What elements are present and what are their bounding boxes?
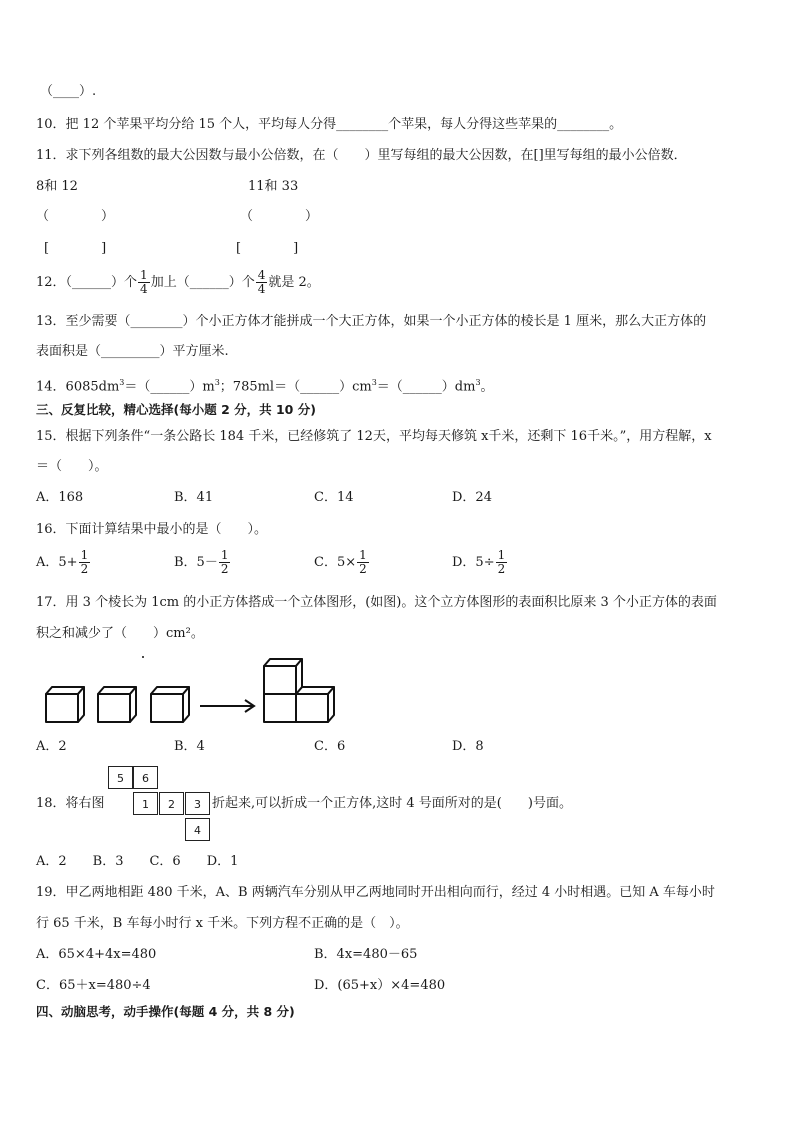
question-18-part-b: 折起来,可以折成一个正方体,这时 4 号面所对的是( )号面。 bbox=[212, 796, 572, 811]
q17-option-d: D．8 bbox=[452, 739, 484, 754]
lcm-blank-b: [ ] bbox=[236, 241, 299, 256]
question-10: 10．把 12 个苹果平均分给 15 个人，平均每人分得________个苹果，每人分得这些苹果的________。 bbox=[36, 117, 623, 132]
question-11: 11．求下列各组数的最大公因数与最小公倍数，在（ ）里写每组的最大公因数，在[]里写每组的最小公倍数． bbox=[36, 148, 687, 163]
question-13-line-1: 13．至少需要（________）个小正方体才能拼成一个大正方体，如果一个小正方体的棱长是 1 厘米，那么大正方体的 bbox=[36, 314, 707, 329]
net-face-1: 1 bbox=[133, 792, 158, 815]
assembled-cubes bbox=[264, 659, 334, 722]
q19-option-a: A．65×4+4x=480 bbox=[36, 947, 157, 962]
question-11-group-b: 11和 33 bbox=[248, 179, 299, 194]
gcd-blank-b: （ ） bbox=[240, 209, 319, 224]
section-4-heading: 四、动脑思考，动手操作(每题 4 分，共 8 分) bbox=[36, 1004, 295, 1019]
question-11-group-a: 8和 12 bbox=[36, 179, 78, 194]
fraction-one-quarter: $\frac{1}{4}$ bbox=[140, 268, 148, 296]
q15-option-a: A．168 bbox=[36, 490, 84, 505]
q16-option-c: C．5× $\frac{1}{2}$ bbox=[314, 548, 367, 576]
q16-option-a: A．5+ $\frac{1}{2}$ bbox=[36, 548, 89, 576]
question-12 bbox=[36, 267, 320, 299]
question-14: 14．$6085dm^3=(\_\_\_\_\_\_)m^3$；$785ml=(\_\_\_\_\_\_)cm^3=(\_\_\_\_\_\_)dm^3$。 bbox=[36, 378, 494, 395]
question-17-line-2: 积之和减少了（ ）cm²。 bbox=[36, 626, 204, 641]
arrow-icon bbox=[200, 700, 254, 712]
question-18-part-a: 18．将右图 bbox=[36, 796, 105, 811]
line-continuation: （____）. bbox=[40, 84, 97, 99]
question-17-line-1: 17．用 3 个棱长为 1cm 的小正方体搭成一个立体图形，(如图)。这个立方体图形的表面积比原来 3 个小正方体的表面 bbox=[36, 595, 717, 610]
net-face-2: 2 bbox=[159, 792, 184, 815]
q15-option-d: D．24 bbox=[452, 490, 492, 505]
question-19-line-1: 19．甲乙两地相距 480 千米，A、B 两辆汽车分别从甲乙两地同时开出相向而行，经过 4 小时相遇。已知 A 车每小时 bbox=[36, 885, 715, 900]
question-13-line-2: 表面积是（_________）平方厘米. bbox=[36, 344, 229, 359]
net-face-4: 4 bbox=[185, 818, 210, 841]
question-15-line-2: ＝（ ）。 bbox=[36, 459, 108, 474]
q19-option-d: D．(65+x）×4=480 bbox=[314, 978, 446, 993]
cube-2 bbox=[98, 687, 136, 722]
q17-option-b: B．4 bbox=[174, 739, 205, 754]
net-face-6: 6 bbox=[133, 766, 158, 789]
q12-part-c: 就是 2。 bbox=[268, 275, 320, 290]
cube-3 bbox=[151, 687, 189, 722]
question-16: 16．下面计算结果中最小的是（ ）。 bbox=[36, 522, 268, 537]
q19-option-b: B．4x=480－65 bbox=[314, 947, 418, 962]
q15-option-b: B．41 bbox=[174, 490, 214, 505]
net-face-5: 5 bbox=[108, 766, 133, 789]
question-19-line-2: 行 65 千米，B 车每小时行 x 千米。下列方程不正确的是（ ）。 bbox=[36, 916, 409, 931]
cube-1 bbox=[46, 687, 84, 722]
q12-part-b: 加上（______）个 bbox=[150, 275, 255, 290]
q17-option-a: A．2 bbox=[36, 739, 67, 754]
q17-option-c: C．6 bbox=[314, 739, 346, 754]
lcm-blank-a: [ ] bbox=[44, 241, 107, 256]
q16-option-d: D．5÷ $\frac{1}{2}$ bbox=[452, 548, 506, 576]
q19-option-c: C．65＋x=480÷4 bbox=[36, 978, 151, 993]
question-15-line-1: 15．根据下列条件“一条公路长 184 千米，已经修筑了 12天，平均每天修筑 x千米，还剩下 16千米。”，用方程解，x bbox=[36, 429, 712, 444]
q15-option-c: C．14 bbox=[314, 490, 354, 505]
q18-options: A．2 B．3 C．6 D．1 bbox=[36, 854, 239, 869]
q12-part-a: 12．（______）个 bbox=[36, 275, 138, 290]
fraction-four-quarters: $\frac{4}{4}$ bbox=[257, 268, 266, 296]
cubes-figure bbox=[40, 650, 340, 730]
q16-option-b: B．5－ $\frac{1}{2}$ bbox=[174, 548, 229, 576]
gcd-blank-a: （ ） bbox=[36, 209, 115, 224]
net-face-3: 3 bbox=[185, 792, 210, 815]
section-3-heading: 三、反复比较，精心选择(每小题 2 分，共 10 分) bbox=[36, 402, 316, 417]
